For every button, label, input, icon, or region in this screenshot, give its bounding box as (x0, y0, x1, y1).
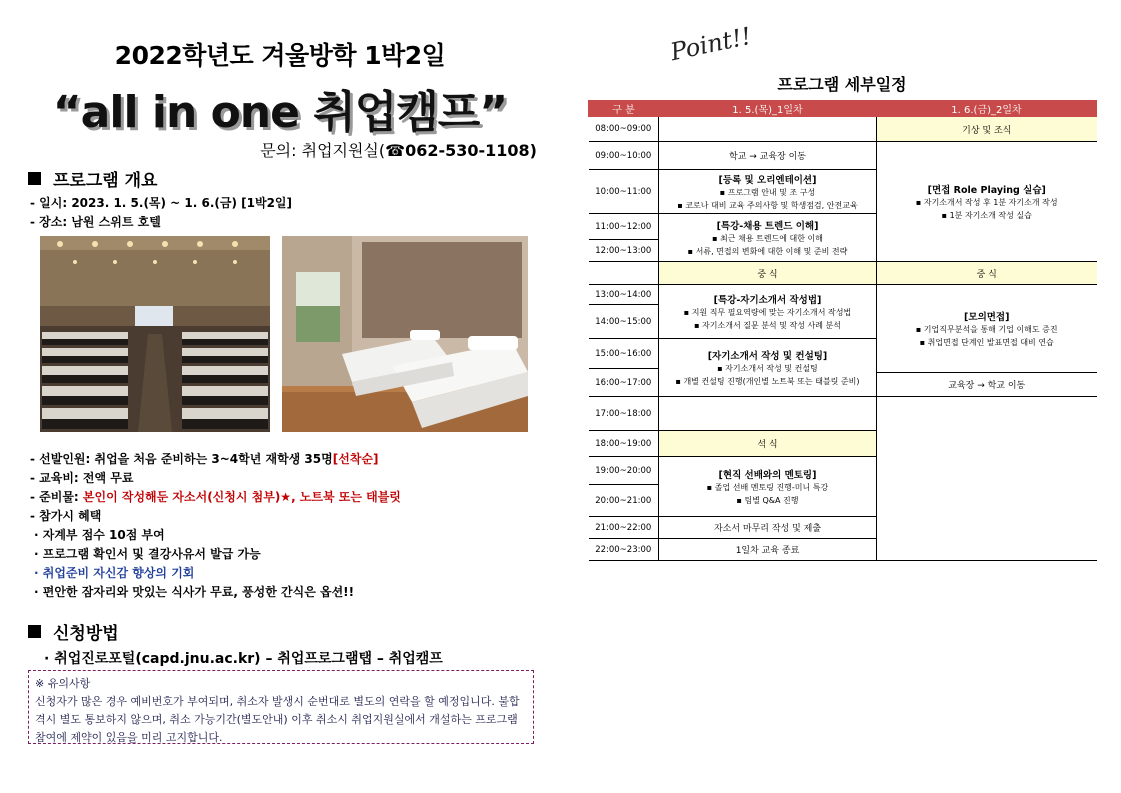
schedule-table (588, 100, 1097, 561)
registration-item-1: ▪ 프로그램 안내 및 조 구성 (719, 187, 816, 197)
eligibility-text: - 선발인원: 취업을 처음 준비하는 3~4학년 재학생 35명 (30, 452, 333, 466)
apply-heading (28, 619, 119, 644)
benefits-heading: - 참가시 혜택 (30, 509, 102, 523)
time-cell: 22:00~23:00 (589, 539, 659, 561)
notice-heading: ※ 유의사항 (35, 677, 91, 690)
time-cell-gap (589, 262, 659, 285)
day1-consulting-cont (659, 397, 877, 431)
conference-hall-photo (40, 236, 270, 432)
overview-date-place (30, 194, 292, 232)
day2-empty (877, 397, 1097, 561)
day1-consulting (659, 339, 877, 397)
contact-label: 문의: 취업지원실( (260, 141, 386, 160)
supplies-line (30, 488, 401, 507)
overview-details (30, 450, 401, 602)
consulting-item-1: ▪ 자기소개서 작성 및 컨설팅 (717, 363, 818, 373)
resume-lecture-item-2: ▪ 자기소개서 질문 분석 및 작성 사례 분석 (694, 320, 841, 330)
day2-wake: 기상 및 조식 (877, 117, 1097, 142)
day1-lunch: 중 식 (659, 262, 877, 285)
day1-end: 1일차 교육 종료 (659, 539, 877, 561)
day1-dinner: 석 식 (659, 431, 877, 457)
role-playing-item-2: ▪ 1분 자기소개 작성 실습 (941, 210, 1032, 220)
registration-item-2: ▪ 코로나 대비 교육 주의사항 및 학생점검, 안전교육 (677, 200, 858, 210)
day1-mentoring (659, 457, 877, 517)
time-cell: 17:00~18:00 (589, 397, 659, 431)
apply-method: · 취업진로포털(capd.jnu.ac.kr) – 취업프로그램탭 – 취업캠프 (44, 651, 443, 667)
supplies-label: - 준비물: (30, 490, 83, 504)
time-cell: 18:00~19:00 (589, 431, 659, 457)
trend-item-1: ▪ 최근 채용 트렌드에 대한 이해 (712, 233, 823, 243)
role-playing-item-1: ▪ 자기소개서 작성 후 1분 자기소개 작성 (915, 197, 1058, 207)
role-playing-title: [면접 Role Playing 실습] (927, 184, 1046, 196)
table-row (589, 397, 1097, 431)
time-cell: 08:00~09:00 (589, 117, 659, 142)
hotel-room-photo (282, 236, 528, 432)
eligibility-line (30, 450, 401, 469)
trend-title: [특강-채용 트렌드 이해] (716, 220, 819, 232)
mentoring-title: [현직 선배와의 멘토링] (718, 469, 817, 481)
notice-body: 신청자가 많은 경우 예비번호가 부여되며, 취소자 발생시 순번대로 별도의 연락을 할 예정입니다. 불합격시 별도 통보하지 않으며, 취소 가능기간(별도안내) 이후 취소시 취업지원실에서 개설하는 프로그램 참여에 제약이 있음을 미리 고지합니다. (35, 695, 520, 744)
day1-resume-lecture (659, 285, 877, 339)
table-row (589, 117, 1097, 142)
schedule-title: 프로그램 세부일정 (777, 75, 907, 94)
time-cell: 10:00~11:00 (589, 170, 659, 214)
event-date: - 일시: 2023. 1. 5.(목) ~ 1. 6.(금) [1박2일] (30, 196, 293, 210)
time-cell: 19:00~20:00 (589, 457, 659, 485)
contact-info (260, 138, 537, 161)
day1-cell-empty (659, 117, 877, 142)
benefit-1: · 자계부 점수 10점 부여 (34, 528, 165, 542)
notice-box (28, 670, 534, 744)
mentoring-item-1: ▪ 졸업 선배 멘토링 진행-미니 특강 (706, 482, 829, 492)
table-row (589, 142, 1097, 170)
resume-lecture-item-1: ▪ 지원 직무 필요역량에 맞는 자기소개서 작성법 (683, 307, 852, 317)
mock-interview-item-1: ▪ 기업직무분석을 통해 기업 이해도 증진 (915, 324, 1058, 334)
time-cell: 09:00~10:00 (589, 142, 659, 170)
square-bullet-icon (28, 625, 41, 638)
day2-lunch: 중 식 (877, 262, 1097, 285)
time-cell: 13:00~14:00 (589, 285, 659, 305)
first-come-note: [선착순] (332, 452, 379, 466)
day2-mock-interview (877, 285, 1097, 373)
day2-move: 교육장 → 학교 이동 (877, 373, 1097, 397)
consulting-title: [자기소개서 작성 및 컨설팅] (707, 350, 828, 362)
overview-heading-text: 프로그램 개요 (53, 171, 158, 191)
contact-phone: ☎062-530-1108) (385, 141, 537, 160)
fee-line: - 교육비: 전액 무료 (30, 471, 134, 485)
header-day1: 1. 5.(목)_1일차 (659, 101, 877, 117)
supplies-value: 본인이 작성해둔 자소서(신청시 첨부)★, 노트북 또는 태블릿 (82, 490, 401, 504)
time-cell: 11:00~12:00 (589, 214, 659, 240)
resume-lecture-title: [특강-자기소개서 작성법] (713, 294, 822, 306)
day1-trend-lecture (659, 214, 877, 262)
mock-interview-title: [모의면접] (964, 311, 1010, 323)
day2-role-playing (877, 142, 1097, 262)
apply-heading-text: 신청방법 (53, 624, 119, 644)
benefit-3: · 취업준비 자신감 향상의 기회 (34, 566, 195, 580)
time-cell: 14:00~15:00 (589, 305, 659, 339)
event-place: - 장소: 남원 스위트 호텔 (30, 215, 161, 229)
mock-interview-item-2: ▪ 취업면접 단계인 발표면접 대비 연습 (919, 337, 1054, 347)
title-line-1: 2022학년도 겨울방학 1박2일 (114, 41, 446, 70)
consulting-item-2: ▪ 개별 컨설팅 진행(개인별 노트북 또는 태블릿 준비) (675, 376, 860, 386)
registration-title: [등록 및 오리엔테이션] (718, 174, 817, 186)
time-cell: 21:00~22:00 (589, 517, 659, 539)
benefit-4: · 편안한 잠자리와 맛있는 식사가 무료, 풍성한 간식은 옵션!! (34, 585, 355, 599)
square-bullet-icon (28, 172, 41, 185)
table-row (589, 262, 1097, 265)
mentoring-item-2: ▪ 팀별 Q&A 진행 (736, 495, 799, 505)
header-time: 구 분 (589, 101, 659, 117)
time-cell: 16:00~17:00 (589, 369, 659, 397)
benefit-2: · 프로그램 확인서 및 결강사유서 발급 가능 (34, 547, 261, 561)
day1-registration (659, 170, 877, 214)
day1-finish: 자소서 마무리 작성 및 제출 (659, 517, 877, 539)
time-cell: 15:00~16:00 (589, 339, 659, 369)
point-handwriting: Point!! (667, 21, 754, 67)
day1-move: 학교 → 교육장 이동 (659, 142, 877, 170)
header-day2: 1. 6.(금)_2일차 (877, 101, 1097, 117)
time-cell: 12:00~13:00 (589, 240, 659, 262)
table-row (589, 285, 1097, 305)
title-line-2: “all in one 취업캠프” (52, 87, 508, 138)
trend-item-2: ▪ 서류, 면접의 변화에 대한 이해 및 준비 전략 (687, 246, 848, 256)
schedule-header-row (589, 101, 1097, 117)
overview-heading (28, 166, 157, 191)
time-cell: 20:00~21:00 (589, 485, 659, 517)
